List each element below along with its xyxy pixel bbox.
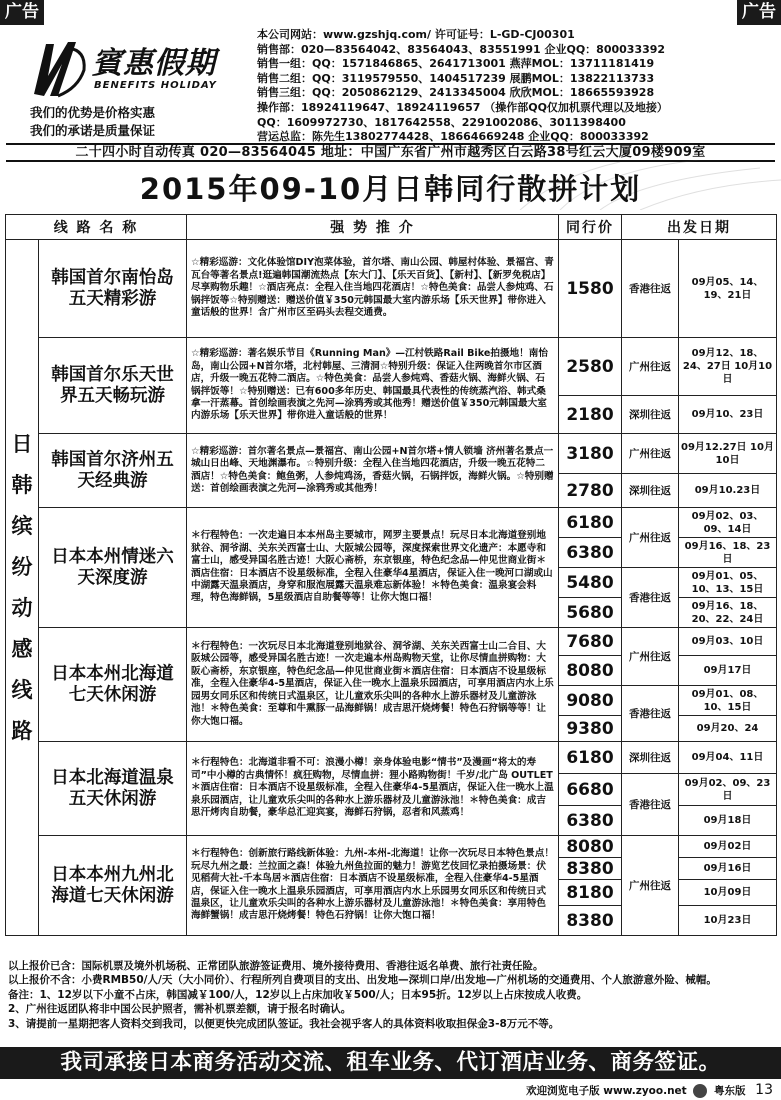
business-banner: 我司承接日本商务活动交流、租车业务、代订酒店业务、商务签证。 [0,1047,781,1079]
departure-dates: 09月10.23日 [679,474,777,508]
departure-city: 深圳往返 [622,742,679,774]
price-cell: 6680 [559,774,622,806]
table-header-row [6,215,777,240]
departure-city: 广州往返 [622,836,679,936]
departure-dates: 10月09日 [679,880,777,906]
departure-dates: 09月02、09、23日 [679,774,777,806]
route-features: ☆精彩巡游：著名娱乐节目《Running Man》—江村铁路Rail Bike拍摄地！南怡岛，南山公园+N首尔塔，北村韩屋、三清洞☆特别升级：保证入住两晚首尔市区酒店，升级一晚五花特二酒店。☆特色美食：品尝人参炖鸡、香菇火锅、海鲜火锅、石锅拌饭等！☆特别赠送：已有600多年历史、韩国最具代表性的传统蒸汽浴、韩式桑拿一汗蒸幕。首创绘画表演之先河—涂鸦秀或其他秀！赠送价值￥350元韩国最大室内游乐场【乐天世界】带你进入童话般的世界！ [187,338,559,434]
ad-label-right: 广告 [737,0,781,25]
category-label: 日 韩 缤 纷 动 感 线 路 [6,240,39,936]
price-cell: 3180 [559,434,622,474]
route-features: ＊行程特色：一次走遍日本本州岛主要城市，网罗主要景点！玩尽日本北海道登别地狱谷、洞爷湖、关东关西富士山、大阪城公园等，深度探索世界文化遗产：本愿寺和富士山，感受异国名胜古迹！大阪心斋桥，东京银座，特色纪念品—仲见世商业街＊酒店住宿：日本酒店不设星级标准，全程入住豪华4星酒店，保证入住一晚河口湖或山中湖露天温泉酒店，身穿和服泡展露天温泉难忘新体验！＊特色美食：温泉宴会料理，特色海鲜锅，5星级酒店自助餐等等！让你大饱口福！ [187,508,559,628]
note-line: 以上报价不含：小费RMB50/人/天（大小同价）、行程所列自费项目的支出、出发地—深圳口岸/出发地—广州机场的交通费用、个人旅游意外险、械帽。 [8,974,717,987]
departure-dates: 09月01、05、10、13、15日 [679,568,777,598]
departure-dates: 09月12.27日 10月10日 [679,434,777,474]
table-row [6,628,777,656]
company-name: 賓惠假期 [92,46,216,81]
note-line: 以上报价已含：国际机票及境外机场税、正常团队旅游签证费用、境外接待费用、香港往返名单费、旅行社责任险。 [8,960,544,972]
slogan-line-1: 我们的优势是价格实惠 [30,105,156,120]
departure-city: 香港往返 [622,568,679,628]
contact-line: 销售二组：QQ：3119579550、1404517239 展鹏MOL：13822113733 [257,71,655,85]
departure-city: 广州往返 [622,628,679,686]
table-row [6,240,777,338]
price-cell: 9380 [559,716,622,742]
ad-label-left: 广告 [0,0,44,25]
page-number: 13 [755,1082,773,1098]
price-cell: 6180 [559,508,622,538]
header-dates: 出发日期 [622,215,777,240]
departure-dates: 09月10、23日 [679,396,777,434]
departure-dates: 09月16、18、20、22、24日 [679,598,777,628]
edition-badge-icon [693,1084,707,1098]
table-row [6,434,777,474]
price-cell: 8080 [559,656,622,686]
price-cell: 6180 [559,742,622,774]
price-cell: 8380 [559,906,622,936]
departure-dates: 09月20、24 [679,716,777,742]
departure-dates: 09月12、18、24、27日 10月10日 [679,338,777,396]
departure-dates: 09月01、08、10、15日 [679,686,777,716]
departure-city: 广州往返 [622,508,679,568]
tour-table [5,214,777,936]
table-row [6,742,777,774]
departure-city: 香港往返 [622,774,679,836]
table-row [6,836,777,858]
contact-line: 销售三组：QQ：2050862129、2413345004 欣欣MOL：18665593928 [257,86,655,100]
contact-line: 销售部：020—83564042、83564043、83551991 企业QQ：800033392 [257,42,666,56]
header-features: 强 势 推 介 [187,215,559,240]
departure-dates: 09月17日 [679,656,777,686]
price-cell: 5480 [559,568,622,598]
fax-address-bar: 二十四小时自动传真 020—83564045 地址：中国广东省广州市越秀区白云路38号红云大厦09楼909室 [6,143,775,162]
contact-block [257,28,777,145]
route-name: 日本北海道温泉五天休闲游 [39,742,187,836]
price-cell: 2180 [559,396,622,434]
price-notes [8,959,776,1031]
contact-line: 操作部：18924119647、18924119657 （操作部QQ仅加机票代理以及地接） [257,100,668,114]
departure-dates: 09月04、11日 [679,742,777,774]
departure-dates: 09月16、18、23日 [679,538,777,568]
route-features: ＊行程特色：北海道非看不可：浪漫小樽！亲身体验电影“情书”及漫画“将太的寿司”中小樽的古典情怀！疯狂购物，尽情血拼：狸小路购物街！千岁/北广岛 OUTLET＊酒店住宿：日本酒店不设星级标准，全程入住豪华4-5星酒店，保证入住一晚水上温泉乐园酒店，让儿童欢乐尖叫的各种水上游乐器材及儿童游泳池！＊特色美食：成吉思汗烤肉自助餐，豪华总汇迎宾宴，海鲜石狩锅，忍者和风蒸鸡！ [187,742,559,836]
price-cell: 6380 [559,806,622,836]
price-cell: 8180 [559,880,622,906]
route-name: 韩国首尔乐天世界五天畅玩游 [39,338,187,434]
table-row [6,508,777,538]
departure-city: 广州往返 [622,434,679,474]
route-name: 韩国首尔南怡岛五天精彩游 [39,240,187,338]
departure-dates: 09月02、03、09、14日 [679,508,777,538]
price-cell: 2580 [559,338,622,396]
departure-city: 深圳往返 [622,396,679,434]
route-features: ＊行程特色：一次玩尽日本北海道登别地狱谷、洞爷湖、关东关西富士山二合目、大阪城公园等，感受异国名胜古迹！一次走遍本州岛购物天堂，让你尽情血拼购物：大阪心斋桥，东京银座，特色纪念品—仲见世商业街＊酒店住宿：日本酒店不设星级标准，全程入住豪华4-5星酒店，保证入住一晚水上温泉乐园酒店，可享用酒店内水上乐园男女同乐区和传统日式温泉区，让儿童欢乐尖叫的各种水上游乐器材及儿童游泳池！＊特色美食：至尊和牛熏豚一品海鲜锅！成吉思汗烧烤餐！特色石狩锅等等！让你大饱口福。 [187,628,559,742]
route-name: 日本本州九州北海道七天休闲游 [39,836,187,936]
departure-dates: 09月18日 [679,806,777,836]
header-route: 线 路 名 称 [6,215,187,240]
price-cell: 7680 [559,628,622,656]
contact-line: 营运总监：陈先生13802774428、18664669248 企业QQ：800033392 [257,130,649,144]
note-line: 备注：1、12岁以下小童不占床，韩国减￥100/人，12岁以上占床加收￥500/人；日本95折。12岁以上占床按成人收费。 [8,988,588,1001]
departure-dates: 09月05、14、19、21日 [679,240,777,338]
departure-city: 香港往返 [622,686,679,742]
departure-city: 深圳往返 [622,474,679,508]
contact-line: 销售一组：QQ：1571846865、2641713001 燕萍MOL：13711181419 [257,57,655,71]
page-title: 2015年09-10月日韩同行散拼计划 [139,172,642,206]
footer-edition: 粤东版 [714,1085,746,1097]
contact-line: QQ：1609972730、1817642558、2291002086、3011398400 [257,115,626,129]
note-line: 2、广州往返团队将非中国公民护照者，需补机票差额，请于报名时确认。 [8,1003,352,1016]
route-features: ☆精彩巡游：首尔著名景点—景福宫、南山公园+N首尔塔+情人锁墙 济州著名景点一城山日出峰、天地渊瀑布。☆特别升级：全程入住当地四花酒店，升级一晚五花特二酒店！☆特色美食：鲍鱼粥，人参炖鸡汤，香菇火锅，石锅拌饭，海鲜火锅。☆特别赠送：首创绘画表演之先河—涂鸦秀或其他秀！ [187,434,559,508]
departure-dates: 09月02日 [679,836,777,858]
route-name: 日本本州情迷六天深度游 [39,508,187,628]
contact-line: 本公司网站：www.gzshjq.com/ 许可证号：L-GD-CJ00301 [257,28,575,41]
departure-city: 广州往返 [622,338,679,396]
route-name: 韩国首尔济州五天经典游 [39,434,187,508]
header-price: 同行价 [559,215,622,240]
price-cell: 2780 [559,474,622,508]
price-cell: 8380 [559,858,622,880]
price-cell: 1580 [559,240,622,338]
route-name: 日本本州北海道七天休闲游 [39,628,187,742]
price-cell: 8080 [559,836,622,858]
table-row [6,338,777,396]
departure-city: 香港往返 [622,240,679,338]
footer-site-text: 欢迎浏览电子版 www.zyoo.net [526,1085,687,1097]
departure-dates: 10月23日 [679,906,777,936]
route-features: ☆精彩巡游：文化体验馆DIY泡菜体验，首尔塔、南山公园、韩屋村体验、景福宫、青瓦台等著名景点!逛遍韩国潮流热点【东大门】、【乐天百货】、【新村】、【新罗免税店】尽享购物乐趣！☆酒店亮点：全程入住当地四花酒店！☆特色美食：品尝人参炖鸡、石锅拌饭等☆特别赠送：赠送价值￥350元韩国最大室内游乐场【乐天世界】带你进入童话般的世界！含广州市区至码头去程交通费。 [187,240,559,338]
price-cell: 5680 [559,598,622,628]
company-name-en: BENEFITS HOLIDAY [94,80,217,91]
price-cell: 6380 [559,538,622,568]
departure-dates: 09月16日 [679,858,777,880]
note-line: 3、请提前一星期把客人资料交到我司，以便更快完成团队签证。我社会视乎客人的具体资料收取担保金3-8万元不等。 [8,1017,560,1030]
slogan-line-2: 我们的承诺是质量保证 [30,123,156,138]
page-footer [526,1082,773,1098]
logo-swoosh-icon [28,36,90,100]
departure-dates: 09月03、10日 [679,628,777,656]
price-cell: 9080 [559,686,622,716]
route-features: ＊行程特色：创新旅行路线新体验：九州-本州-北海道！让你一次玩尽日本特色景点！玩尽九州之最：兰拉面之森！体验九州鱼拉面的魅力！游览艺伎回忆录拍摄场景：伏见稻荷大社-千本鸟居＊酒店住宿：日本酒店不设星级标准，全程入住豪华4-5星酒店，保证入住一晚水上温泉乐园酒店，可享用酒店内水上乐园男女同乐区和传统日式温泉区，让儿童欢乐尖叫的各种水上游乐器材及儿童游泳池！＊特色美食：享用特色海鲜蟹锅！成吉思汗烧烤餐！特色石狩锅！让你大饱口福！ [187,836,559,936]
